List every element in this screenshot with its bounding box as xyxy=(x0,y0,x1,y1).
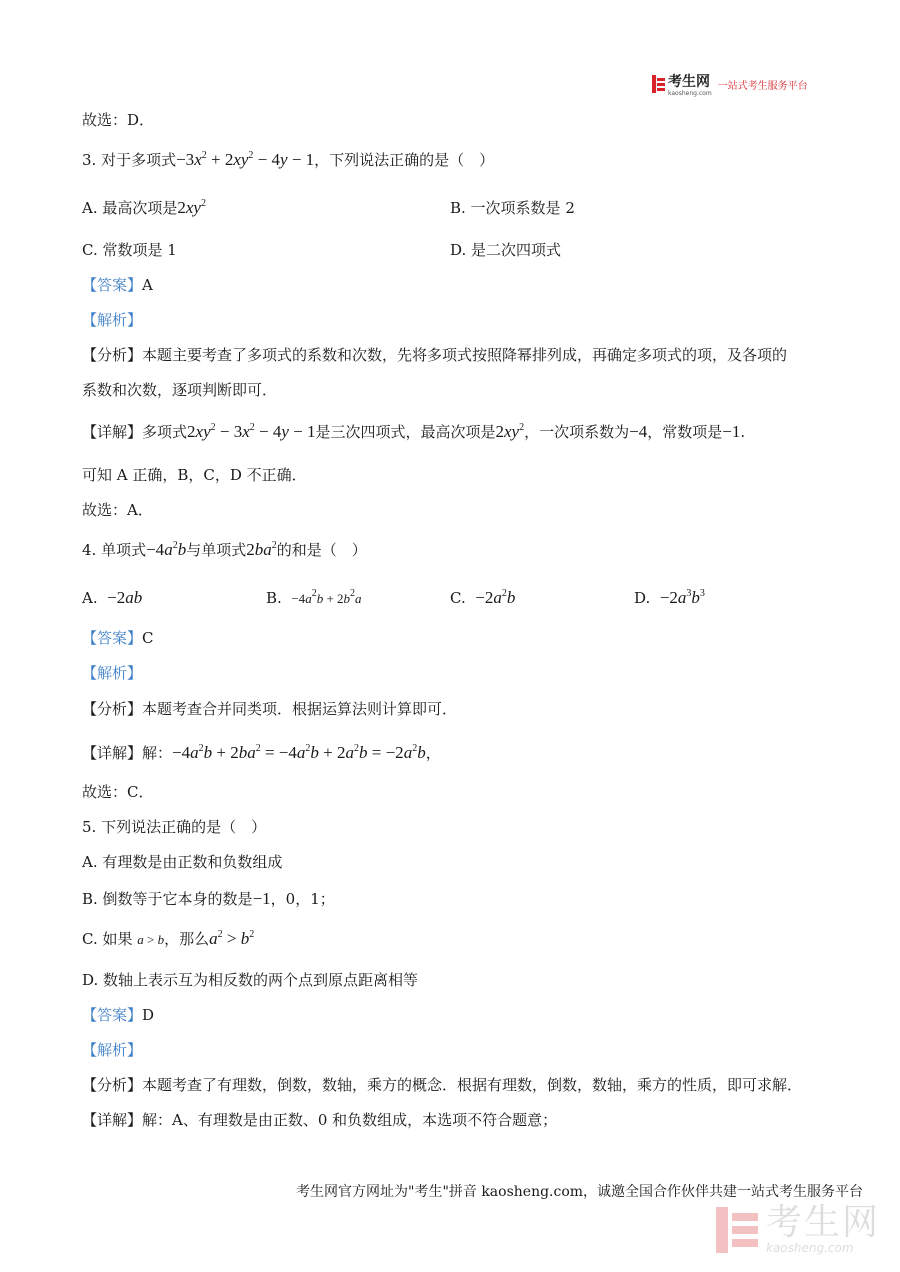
q4-option-a: A. −2ab xyxy=(82,588,143,607)
q4-fenxi: 【分析】本题考查合并同类项．根据运算法则计算即可． xyxy=(82,700,458,718)
q5-option-c: C. 如果 a > b，那么$a^2 > b^2$ xyxy=(82,929,255,948)
q4-option-d: D. $-2a^3b^3$ xyxy=(634,588,705,607)
q4-stem: 4. 单项式$-4a^2b$与单项式$2ba^2$的和是（ ） xyxy=(82,540,367,559)
watermark-domain: kaosheng.com xyxy=(766,1241,854,1255)
q5-xiangjie: 【详解】解：A、有理数是由正数、0 和负数组成，本选项不符合题意； xyxy=(82,1111,558,1129)
q3-fenxi-cont: 系数和次数，逐项判断即可． xyxy=(82,381,278,399)
watermark-name: 考生网 xyxy=(766,1202,881,1243)
q3-stem: 3. 对于多项式$-3x^2 + 2xy^2 - 4y - 1$，下列说法正确的是（ ） xyxy=(82,150,495,169)
q4-xiangjie: 【详解】解：$-4a^2b + 2ba^2 = -4a^2b + 2a^2b = -2a^2b$， xyxy=(82,743,441,762)
q5-analysis-label: 【解析】 xyxy=(82,1041,143,1059)
q5-option-b: B. 倒数等于它本身的数是−1，0，1； xyxy=(82,889,335,908)
q5-stem: 5. 下列说法正确的是（ ） xyxy=(82,818,267,836)
q3-fenxi: 【分析】本题主要考查了多项式的系数和次数，先将多项式按照降幂排列成，再确定多项式的项，及各项的 xyxy=(82,346,788,364)
q4-option-c: C. $-2a^2b$ xyxy=(450,588,516,607)
q5-fenxi: 【分析】本题考查了有理数，倒数，数轴，乘方的概念．根据有理数，倒数，数轴，乘方的性质，即可求解． xyxy=(82,1076,803,1094)
q3-analysis-label: 【解析】 xyxy=(82,311,143,329)
brand-slogan: 一站式考生服务平台 xyxy=(717,80,808,92)
brand-mark-icon xyxy=(652,75,665,93)
q3-choice: 故选：A． xyxy=(82,501,153,519)
q5-option-a: A. 有理数是由正数和负数组成 xyxy=(82,853,283,871)
previous-choice: 故选：D． xyxy=(82,111,155,129)
q4-analysis-label: 【解析】 xyxy=(82,664,143,682)
footer-text: 考生网官方网址为"考生"拼音 kaosheng.com，诚邀全国合作伙伴共建一站式考生服务平台 xyxy=(296,1184,864,1200)
q4-answer: 【答案】C xyxy=(82,629,154,647)
watermark-logo-icon xyxy=(716,1207,758,1253)
q3-answer: 【答案】A xyxy=(82,276,153,294)
watermark xyxy=(716,1202,881,1255)
q4-option-b: B. $-4a^2b + 2b^2a$ xyxy=(266,588,362,607)
q5-option-d: D. 数轴上表示互为相反数的两个点到原点距离相等 xyxy=(82,971,419,989)
q3-xiangjie-cont: 可知 A 正确，B，C，D 不正确． xyxy=(82,466,307,484)
q3-xiangjie: 【详解】多项式$2xy^2 - 3x^2 - 4y - 1$是三次四项式，最高次项是$2xy^2$，一次项系数为−4，常数项是−1. xyxy=(82,422,746,441)
brand-name: 考生网 xyxy=(668,73,710,90)
q5-answer: 【答案】D xyxy=(82,1006,155,1024)
q3-option-b: B. 一次项系数是 2 xyxy=(450,199,575,217)
q4-choice: 故选：C． xyxy=(82,783,154,801)
brand-logo xyxy=(652,73,808,95)
q3-option-c: C. 常数项是 1 xyxy=(82,241,177,259)
q3-option-d: D. 是二次四项式 xyxy=(450,241,562,259)
q3-option-a: A. 最高次项是$2xy^2$ xyxy=(82,198,206,217)
brand-domain: kaosheng.com xyxy=(668,89,712,97)
